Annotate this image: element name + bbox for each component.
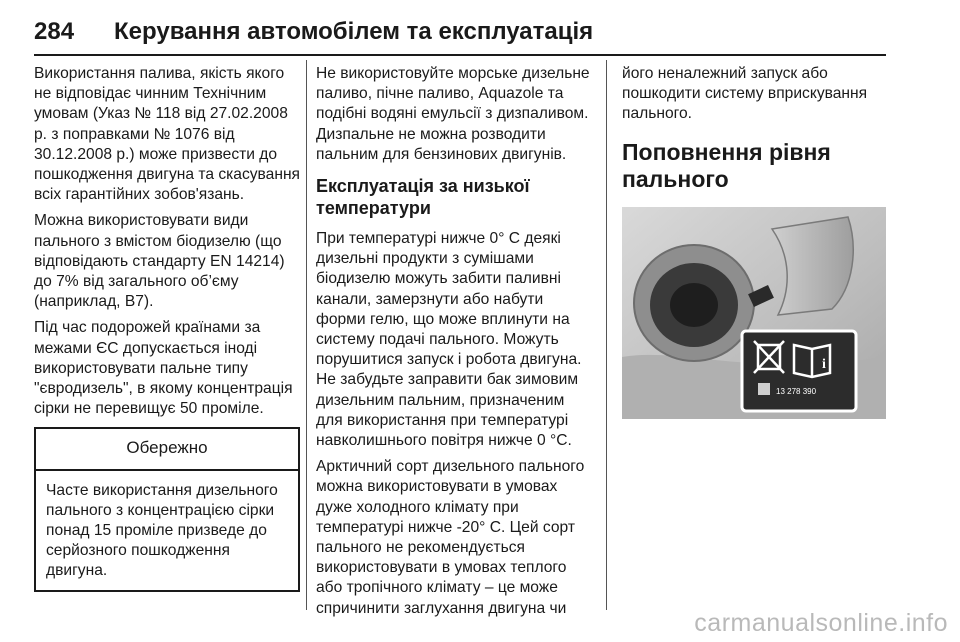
watermark: carmanualsonline.info: [694, 609, 948, 637]
heading-low-temperature: Експлуатація за низької температури: [316, 176, 530, 219]
paragraph-biodiesel: Можна використовувати види пального з вмістом біодизелю (що відповідають стандарту EN 14214) до 7% від загального об’єму (наприклад, B7).: [34, 212, 285, 311]
page-number: 284: [34, 18, 75, 45]
svg-text:i: i: [822, 356, 826, 372]
chapter-title: Керування автомобілем та експлуатація: [114, 18, 594, 45]
caution-box: [34, 427, 300, 591]
column-middle: [316, 64, 592, 625]
paragraph-forbidden-fuels: Не використовуйте морське дизельне паливо, пічне паливо, Aquazole та подібні водяні емульсії з дизпаливом. Дизпальне не можна розводити пальним для бензинових двигунів.: [316, 65, 590, 163]
fuel-filler-photo: [622, 207, 886, 419]
column-divider: [306, 60, 307, 610]
paragraph-arctic-diesel: Арктичний сорт дизельного пального можна використовувати в умовах дуже холодного клімату при температурі нижче -20° C. Цей сорт пального не рекомендується використовувати в умовах теплого або тропічного клімату – це може спричинити заглухання двигуна чи: [316, 458, 585, 617]
paragraph-continuation: його неналежний запуск або пошкодити систему вприскування пального.: [622, 65, 868, 123]
heading-refuelling: Поповнення рівня пального: [622, 138, 831, 192]
paragraph-low-temperature: При температурі нижче 0° C деякі дизельні продукти з сумішами біодизелю можуть забити паливні канали, замерзнути або набути форми гелю, що може вплинути на систему подачі пального. Можуть порушитися запуск і робота двигуна. Не забудьте заправити бак зимовим дизельним пальним, призначеним для використання при температурі навколишнього повітря нижче 0 °C.: [316, 230, 582, 450]
caution-title: Обережно: [36, 429, 298, 470]
column-divider: [606, 60, 607, 610]
paragraph-fuel-quality: Використання палива, якість якого не відповідає чинним Технічним умовам (Указ № 118 від 27.02.2008 р. з поправками № 1076 від 30.12.2008 р.) може призвести до пошкодження двигуна та скасування всіх гарантійних зобов'язань.: [34, 65, 300, 204]
caution-text: Часте використання дизельного пального з концентрацією сірки понад 15 проміле призведе до серйозного пошкодження двигуна.: [46, 481, 278, 580]
column-right: [622, 64, 890, 419]
page-header: [34, 14, 886, 56]
paragraph-eurodiesel: Під час подорожей країнами за межами ЄС допускається іноді використовувати пальне типу "євродизель", в якому концентрація сірки не перевищує 50 проміле.: [34, 319, 293, 418]
image-code: 13 278 390: [776, 386, 817, 396]
diesel-label-callout: [742, 331, 856, 411]
column-left: [34, 64, 300, 592]
